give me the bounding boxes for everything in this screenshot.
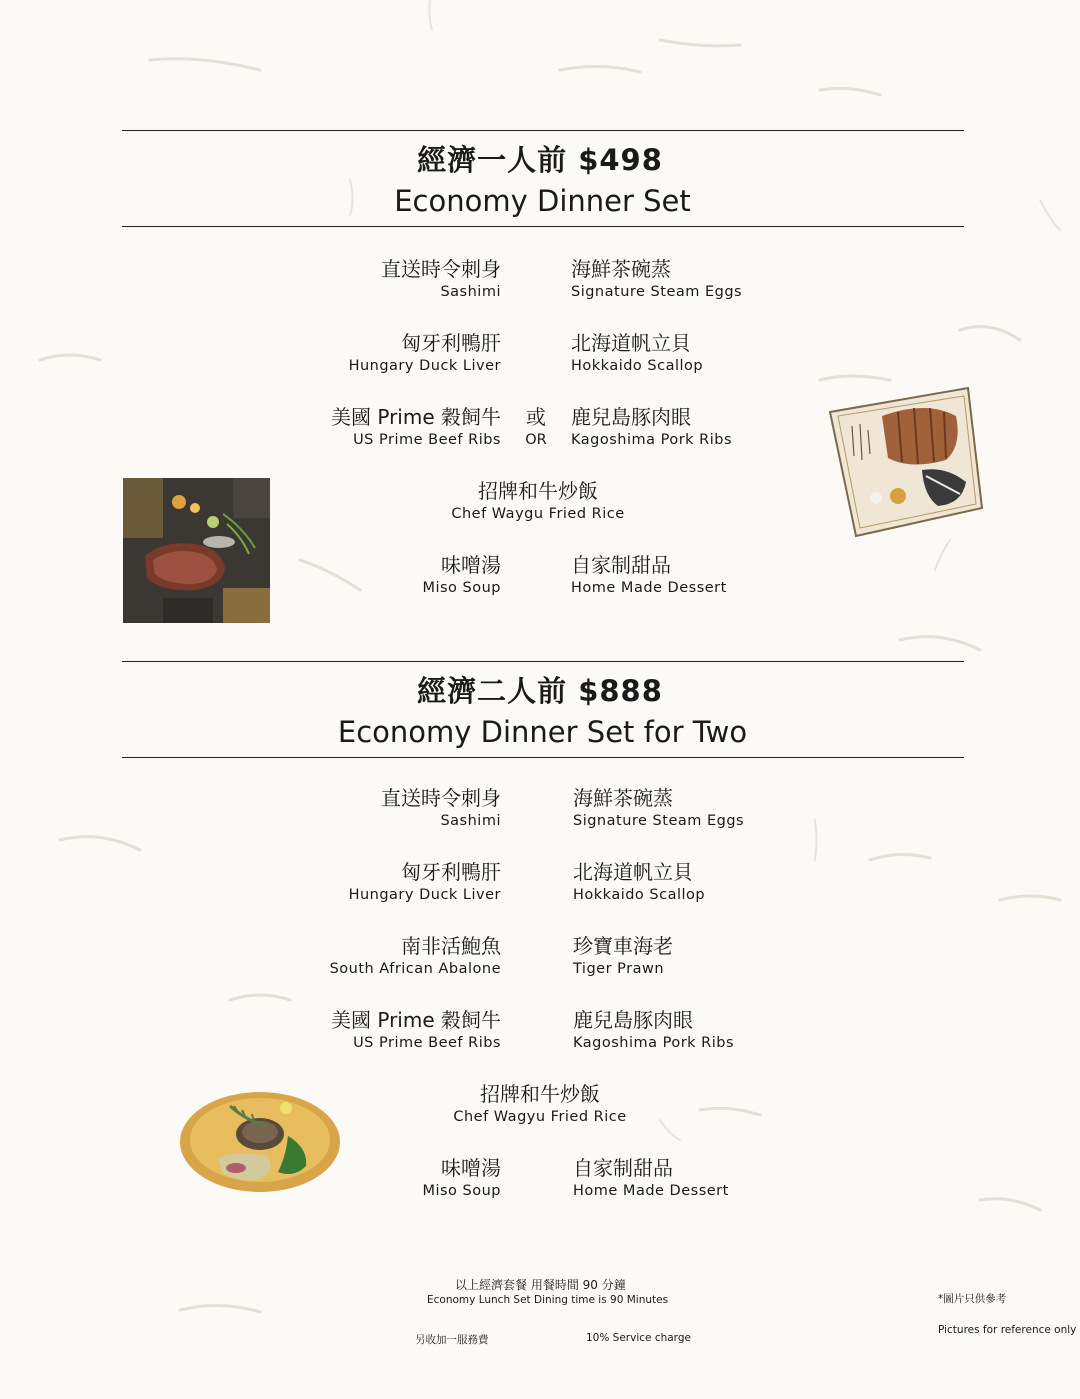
item-name-en: Hokkaido Scallop <box>571 358 704 374</box>
item-name-en: Home Made Dessert <box>571 580 727 596</box>
set1-item-beef-ribs <box>331 404 501 450</box>
set1-item-steam-eggs <box>571 256 742 302</box>
item-name-zh: 美國 Prime 穀飼牛 <box>331 1008 501 1032</box>
item-name-en: South African Abalone <box>329 961 501 977</box>
service-charge-note-zh: 另收加一服務費 <box>415 1334 489 1346</box>
set2-item-abalone <box>330 933 501 979</box>
dining-time-note-en: Economy Lunch Set Dining time is 90 Minutes <box>427 1294 669 1306</box>
item-name-en: Home Made Dessert <box>573 1183 729 1199</box>
item-name-zh: 北海道帆立貝 <box>573 860 693 884</box>
set1-title-zh: 經濟一人前 $498 <box>417 143 663 177</box>
item-name-zh: 直送時令刺身 <box>381 786 501 810</box>
item-name-zh: 鹿兒島豚肉眼 <box>571 405 691 429</box>
set2-top-rule <box>122 661 964 662</box>
set2-item-sashimi <box>381 785 501 831</box>
item-name-zh: 招牌和牛炒飯 <box>478 479 598 503</box>
set1-item-dessert <box>571 552 727 598</box>
grilled-wagyu-steak-photo <box>123 478 270 623</box>
item-name-zh: 自家制甜品 <box>571 553 671 577</box>
item-name-zh: 北海道帆立貝 <box>571 331 691 355</box>
item-name-en: Kagoshima Pork Ribs <box>571 432 733 448</box>
set2-item-fried-rice <box>390 1081 690 1127</box>
item-name-en: Hungary Duck Liver <box>348 358 501 374</box>
set2-item-miso <box>422 1155 501 1201</box>
set1-title-en: Economy Dinner Set <box>394 184 691 218</box>
set1-item-scallop <box>571 330 703 376</box>
item-name-zh: 匈牙利鴨肝 <box>401 331 501 355</box>
item-name-zh: 招牌和牛炒飯 <box>480 1082 600 1106</box>
item-name-en: Signature Steam Eggs <box>573 813 745 829</box>
item-name-en: Kagoshima Pork Ribs <box>573 1035 735 1051</box>
set1-item-sashimi <box>381 256 501 302</box>
item-name-en: Miso Soup <box>422 1183 501 1199</box>
item-name-zh: 海鮮茶碗蒸 <box>573 786 673 810</box>
set1-bottom-rule <box>122 226 964 227</box>
set1-top-rule <box>122 130 964 131</box>
set1-or-separator <box>521 404 551 450</box>
set1-item-fried-rice <box>388 478 688 524</box>
pork-ribs-on-plate-photo <box>826 386 984 540</box>
set2-item-scallop <box>573 859 705 905</box>
service-charge-note-en: 10% Service charge <box>586 1332 691 1344</box>
set1-item-pork-ribs <box>571 404 732 450</box>
set1-item-duck-liver <box>349 330 501 376</box>
or-en: OR <box>525 432 547 448</box>
item-name-en: US Prime Beef Ribs <box>353 1035 501 1051</box>
set2-bottom-rule <box>122 757 964 758</box>
picture-reference-note-zh: *圖片只供參考 <box>938 1293 1007 1305</box>
set2-item-prawn <box>573 933 673 979</box>
item-name-zh: 美國 Prime 穀飼牛 <box>331 405 501 429</box>
abalone-on-gold-plate-photo <box>178 1086 342 1196</box>
item-name-zh: 味噌湯 <box>441 1156 501 1180</box>
item-name-zh: 南非活鮑魚 <box>401 934 501 958</box>
set2-item-dessert <box>573 1155 729 1201</box>
item-name-zh: 鹿兒島豚肉眼 <box>573 1008 693 1032</box>
item-name-zh: 自家制甜品 <box>573 1156 673 1180</box>
set1-item-miso <box>422 552 501 598</box>
item-name-en: Miso Soup <box>422 580 501 596</box>
or-zh: 或 <box>526 405 546 429</box>
dining-time-note-zh: 以上經濟套餐 用餐時間 90 分鐘 <box>455 1278 626 1292</box>
item-name-zh: 珍寶車海老 <box>573 934 673 958</box>
set2-item-steam-eggs <box>573 785 744 831</box>
item-name-en: Sashimi <box>440 813 501 829</box>
set2-title-en: Economy Dinner Set for Two <box>337 715 748 749</box>
set2-item-pork-ribs <box>573 1007 734 1053</box>
item-name-zh: 味噌湯 <box>441 553 501 577</box>
item-name-zh: 匈牙利鴨肝 <box>401 860 501 884</box>
item-name-en: Tiger Prawn <box>573 961 665 977</box>
item-name-en: Sashimi <box>440 284 501 300</box>
set2-item-duck-liver <box>349 859 501 905</box>
picture-reference-note-en: Pictures for reference only <box>938 1324 1077 1336</box>
item-name-en: Chef Wagyu Fried Rice <box>453 1109 627 1125</box>
item-name-zh: 海鮮茶碗蒸 <box>571 257 671 281</box>
set2-item-beef-ribs <box>331 1007 501 1053</box>
item-name-zh: 直送時令刺身 <box>381 257 501 281</box>
item-name-en: Hokkaido Scallop <box>573 887 706 903</box>
item-name-en: Signature Steam Eggs <box>571 284 743 300</box>
item-name-en: Chef Waygu Fried Rice <box>451 506 625 522</box>
item-name-en: Hungary Duck Liver <box>348 887 501 903</box>
item-name-en: US Prime Beef Ribs <box>353 432 501 448</box>
set2-title-zh: 經濟二人前 $888 <box>417 674 663 708</box>
